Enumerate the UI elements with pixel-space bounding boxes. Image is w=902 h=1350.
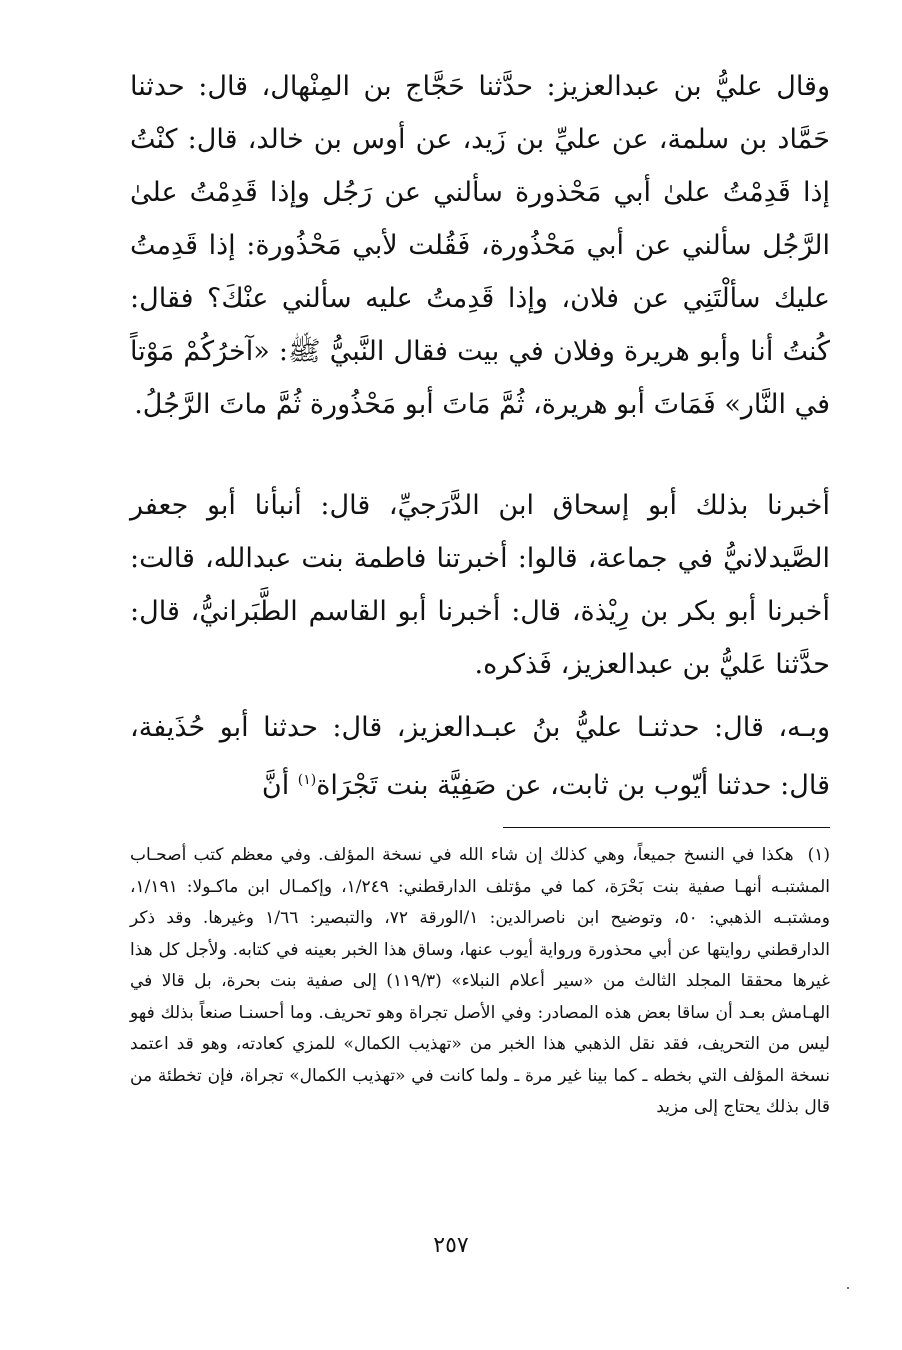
footnote-separator [503, 827, 830, 828]
footnote [130, 840, 830, 1124]
scan-speck [847, 1287, 849, 1289]
main-text [130, 60, 830, 812]
paragraph-3-text: وبـه، قال: حدثنـا عليُّ بنُ عبـدالعزيز، قال: حدثنا أبو حُذَيفة، قال: حدثنا أيّوب بن ثابت، عن صَفِيَّة بنت تَجْرَاة [130, 712, 830, 801]
paragraph-2: أخبرنا بذلك أبو إسحاق ابن الدَّرَجيِّ، قال: أنبأنا أبو جعفر الصَّيدلانيُّ في جماعة، قالوا: أخبرتنا فاطمة بنت عبدالله، قالت: أخبرنا أبو بكر بن رِيْذة، قال: أخبرنا أبو القاسم الطَّبَرانيُّ، قال: حدَّثنا عَليُّ بن عبدالعزيز، فَذكره. [130, 490, 830, 680]
paragraph-3 [130, 701, 830, 812]
page-number: ٢٥٧ [433, 1233, 469, 1258]
paragraph-1: وقال عليُّ بن عبدالعزيز: حدَّثنا حَجَّاج بن المِنْهال، قال: حدثنا حَمَّاد بن سلمة، عن عليِّ بن زَيد، عن أوس بن خالد، قال: كنْتُ إذا قَدِمْتُ علىٰ أبي مَحْذورة سألني عن رَجُل وإذا قَدِمْتُ علىٰ الرَّجُل سألني عن أبي مَحْذُورة، فَقُلت لأبي مَحْذُورة: إذا قَدِمتُ عليك سألْتَنِي عن فلان، وإذا قَدِمتُ عليه سألني عنْكَ؟ فقال: كُنتُ أنا وأبو هريرة وفلان في بيت فقال النَّبيُّ ﷺ: «آخرُكُمْ مَوْتاً في النَّار» فَمَاتَ أبو هريرة، ثُمَّ مَاتَ أبو مَحْذُورة ثُمَّ ماتَ الرَّجُلُ. [130, 71, 830, 420]
footnote-number: (١) [807, 845, 830, 865]
footnote-text: هكذا في النسخ جميعاً، وهي كذلك إن شاء الله في نسخة المؤلف. وفي معظم كتب أصحـاب المشتبـه أنهـا صفية بنت بَحْرَة، كما في مؤتلف الدارقطني: ١/٢٤٩، وإكمـال ابن ماكـولا: ١/١٩١، ومشتبـه الذهبي: ٥٠، وتوضيح ابن ناصرالدين: ١/الورقة ٧٢، والتبصير: ١/٦٦ وغيرها. وقد ذكر الدارقطني روايتها عن أبي محذورة ورواية أيوب عنها، وساق هذا الخبر بعينه في كتابه. ولأجل كل هذا غيرها محققا المجلد الثالث من «سير أعلام النبلاء» (١١٩/٣) إلى صفية بنت بحرة، بل قالا في الهـامش بعـد أن ساقا بعض هذه المصادر: وفي الأصل تجراة وهو تحريف. وما أحسنـا صنعاً بذلك فهو ليس من التحريف، فقد نقل الذهبي هذا الخبر من «تهذيب الكمال» للمزي كعادته، وهو قد اعتمد نسخة المؤلف التي بخطه ـ كما بينا غير مرة ـ ولما كانت في «تهذيب الكمال» تجراة، فإن تخطئة من قال بذلك يحتاج إلى مزيد [130, 845, 830, 1117]
paragraph-3-tail: أنَّ [261, 770, 298, 801]
footnote-marker: (١) [297, 772, 317, 788]
